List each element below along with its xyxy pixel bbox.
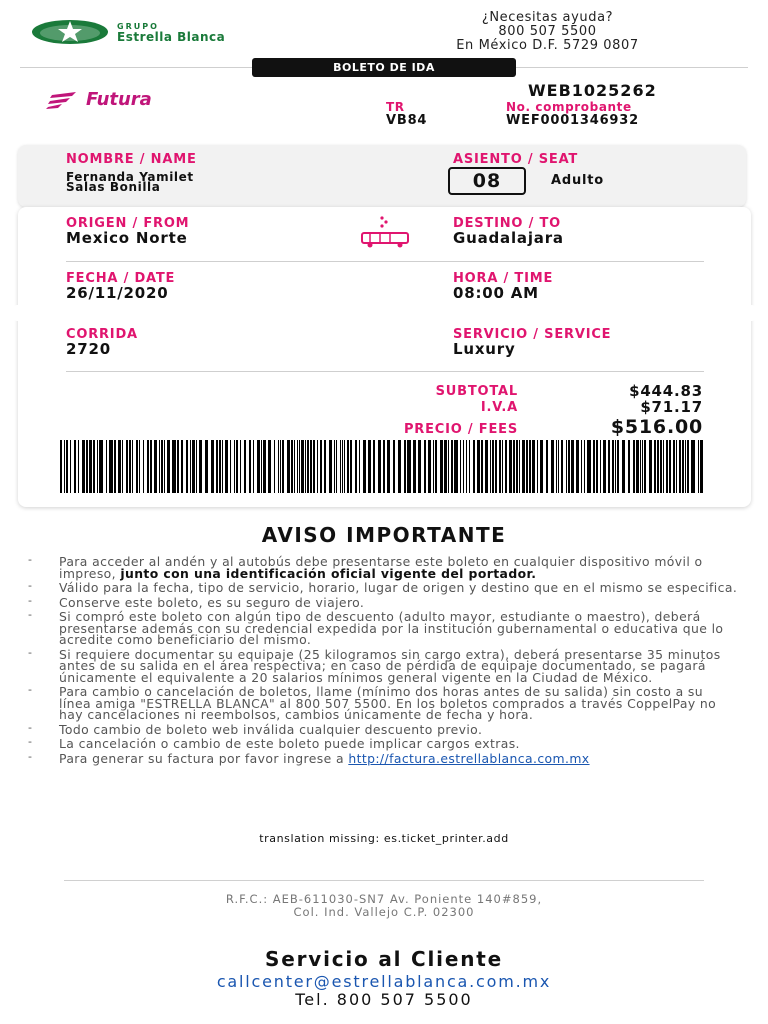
barcode-bar xyxy=(359,440,360,493)
barcode-bar xyxy=(143,440,144,493)
barcode-bar xyxy=(126,440,128,493)
barcode-bar xyxy=(700,440,703,493)
barcode-bar xyxy=(268,440,271,493)
help-phone: 800 507 5500 xyxy=(498,24,597,39)
web-code: WEB1025262 xyxy=(528,81,657,100)
passenger-type: Adulto xyxy=(551,173,605,188)
barcode-bar xyxy=(505,440,507,493)
barcode-bar xyxy=(147,440,149,493)
barcode-bar xyxy=(451,440,453,493)
translation-missing-text: translation missing: es.ticket_printer.add xyxy=(259,832,509,845)
barcode-bar xyxy=(485,440,488,493)
barcode-bar xyxy=(529,440,531,493)
time-label: HORA / TIME xyxy=(453,271,554,286)
barcode-bar xyxy=(387,440,390,493)
barcode-bar xyxy=(509,440,512,493)
barcode-bar xyxy=(324,440,326,493)
barcode-bar xyxy=(600,440,601,493)
barcode-bar xyxy=(82,440,85,493)
barcode-bar xyxy=(205,440,208,493)
name-label: NOMBRE / NAME xyxy=(66,152,197,167)
barcode-bar xyxy=(225,440,228,493)
barcode-bar xyxy=(676,440,677,493)
futura-wings-icon xyxy=(46,90,78,110)
barcode-bar xyxy=(633,440,635,493)
barcode-bar xyxy=(642,440,643,493)
barcode-bar xyxy=(418,440,421,493)
barcode-bar xyxy=(666,440,668,493)
barcode-bar xyxy=(463,440,464,493)
barcode-bar xyxy=(383,440,385,493)
barcode-bar xyxy=(340,440,341,493)
barcode-bar xyxy=(219,440,221,493)
notice-item-text: Todo cambio de boleto web inválida cualquier descuento previo. xyxy=(59,721,483,737)
barcode-bar xyxy=(236,440,238,493)
notice-title: AVISO IMPORTANTE xyxy=(261,523,507,547)
origin-label: ORIGEN / FROM xyxy=(66,216,190,231)
barcode-bar xyxy=(78,440,79,493)
barcode-bar xyxy=(291,440,293,493)
barcode-bar xyxy=(513,440,515,493)
notice-item xyxy=(28,553,738,581)
barcode-bar xyxy=(584,440,585,493)
customer-service-title: Servicio al Cliente xyxy=(265,947,503,971)
barcode-bar xyxy=(587,440,591,493)
barcode-bar xyxy=(466,440,467,493)
destination-value: Guadalajara xyxy=(453,229,564,247)
notice-item-text: Si compró este boleto con algún tipo de descuento (adulto mayor, estudiante o maestro), deberá presentarse además con su credencial expedida por la institución gubernamental o educativa que lo acredite como beneficiario del mismo. xyxy=(59,609,724,647)
barcode-bar xyxy=(196,440,197,493)
customer-service-email[interactable]: callcenter@estrellablanca.com.mx xyxy=(216,972,552,991)
barcode-bar xyxy=(622,440,625,493)
logo-name-text: Estrella Blanca xyxy=(117,30,226,44)
barcode-bar xyxy=(313,440,315,493)
barcode-bar xyxy=(274,440,275,493)
trip-divider xyxy=(66,261,704,262)
barcode-bar xyxy=(669,440,671,493)
barcode-bar xyxy=(307,440,309,493)
barcode-bar xyxy=(473,440,475,493)
barcode-bar xyxy=(347,440,349,493)
barcode-bar xyxy=(608,440,610,493)
barcode-bar xyxy=(649,440,652,493)
iva-value: $71.17 xyxy=(640,398,703,416)
totals-divider xyxy=(66,371,704,372)
notice-item xyxy=(28,608,738,647)
bullet-icon: - xyxy=(28,720,33,734)
bullet-icon: - xyxy=(28,683,33,696)
barcode-bar xyxy=(186,440,188,493)
barcode-bar xyxy=(150,440,152,493)
barcode-bar xyxy=(334,440,335,493)
barcode-bar xyxy=(89,440,92,493)
barcode-bar xyxy=(460,440,461,493)
barcode-bar xyxy=(561,440,563,493)
barcode-bar xyxy=(551,440,554,493)
barcode-bar xyxy=(106,440,107,493)
barcode-bar xyxy=(164,440,165,493)
barcode-bar xyxy=(537,440,538,493)
barcode-bar xyxy=(448,440,449,493)
invoice-link[interactable]: http://factura.estrellablanca.com.mx xyxy=(348,750,590,766)
barcode-bar xyxy=(499,440,501,493)
notice-item-text: Para acceder al andén y al autobús debe presentarse este boleto en cualquier dispositivo móvil o impreso, xyxy=(59,554,703,581)
logo-small-text: GRUPO xyxy=(117,22,159,31)
barcode-bar xyxy=(393,440,395,493)
barcode-bar xyxy=(305,440,306,493)
subtotal-value: $444.83 xyxy=(629,382,703,400)
barcode-bar xyxy=(612,440,614,493)
barcode-bar xyxy=(556,440,557,493)
rfc-line-2: Col. Ind. Vallejo C.P. 02300 xyxy=(293,905,475,919)
ticket-notch-right xyxy=(743,305,759,321)
subtotal-label: SUBTOTAL xyxy=(435,384,518,399)
iva-label: I.V.A xyxy=(480,400,518,415)
bullet-icon: - xyxy=(28,553,33,566)
comprobante-label: No. comprobante xyxy=(506,100,632,114)
barcode-bar xyxy=(86,440,88,493)
barcode-bar xyxy=(568,440,570,493)
barcode-bar xyxy=(114,440,116,493)
price-label: PRECIO / FEES xyxy=(403,422,518,437)
barcode-bar xyxy=(526,440,528,493)
notice-item-text: Para cambio o cancelación de boletos, llame (mínimo dos horas antes de su salida) sin costo a su línea amiga "ESTRELLA BLANCA" al 800 507 5500. En los boletos comprados a través CoppelPay no hay cancelaciones ni reembolsos, cambios únicamente de fecha y hora. xyxy=(59,684,717,722)
barcode-bar xyxy=(70,440,71,493)
barcode-bar xyxy=(615,440,616,493)
seat-label: ASIENTO / SEAT xyxy=(453,152,579,167)
notice-item xyxy=(28,683,738,722)
barcode-bar xyxy=(310,440,312,493)
barcode-bar xyxy=(64,440,65,493)
notice-item-emphasis: junto con una identificación oficial vigente del portador. xyxy=(120,565,537,581)
barcode-bar xyxy=(617,440,619,493)
service-label: SERVICIO / SERVICE xyxy=(453,327,612,342)
origin-value: Mexico Norte xyxy=(66,229,188,247)
barcode-bar xyxy=(211,440,214,493)
bullet-icon: - xyxy=(28,735,33,748)
barcode-bar xyxy=(558,440,559,493)
price-value: $516.00 xyxy=(610,416,703,438)
barcode-bar xyxy=(546,440,548,493)
barcode-bar xyxy=(628,440,630,493)
barcode-bar xyxy=(287,440,290,493)
barcode-bar xyxy=(596,440,598,493)
barcode-bar xyxy=(355,440,357,493)
barcode-bar xyxy=(413,440,416,493)
barcode-bar xyxy=(132,440,133,493)
barcode-bar xyxy=(336,440,337,493)
ticket-notch-left xyxy=(10,305,26,321)
barcode-bar xyxy=(492,440,494,493)
tr-value: VB84 xyxy=(386,113,428,128)
barcode-bar xyxy=(428,440,431,493)
barcode-bar xyxy=(282,440,284,493)
barcode-bar xyxy=(603,440,606,493)
barcode-bar xyxy=(190,440,191,493)
barcode-bar xyxy=(469,440,470,493)
barcode-bar xyxy=(522,440,525,493)
notice-list xyxy=(28,553,738,767)
ticket-type-badge: BOLETO DE IDA xyxy=(252,58,516,77)
barcode-bar xyxy=(154,440,157,493)
barcode-bar xyxy=(660,440,662,493)
barcode-bar xyxy=(278,440,279,493)
notice-item-text: Conserve este boleto, es su seguro de viajero. xyxy=(59,594,365,610)
barcode-bar xyxy=(687,440,689,493)
barcode-bar xyxy=(139,440,140,493)
barcode-bar xyxy=(66,440,68,493)
barcode-bar xyxy=(519,440,520,493)
corrida-label: CORRIDA xyxy=(66,327,138,342)
barcode-bar xyxy=(317,440,318,493)
barcode-bar xyxy=(477,440,480,493)
help-title: ¿Necesitas ayuda? xyxy=(481,10,614,25)
rfc-line-1: R.F.C.: AEB-611030-SN7 Av. Poniente 140#859, xyxy=(225,892,543,906)
barcode-bar xyxy=(532,440,535,493)
barcode-bar xyxy=(99,440,103,493)
corrida-value: 2720 xyxy=(66,340,111,358)
barcode-bar xyxy=(199,440,202,493)
barcode-bar xyxy=(682,440,684,493)
barcode-bar xyxy=(74,440,76,493)
notice-item xyxy=(28,720,738,737)
barcode-bar xyxy=(159,440,160,493)
barcode-bar xyxy=(398,440,401,493)
barcode-bar xyxy=(192,440,195,493)
barcode-bar xyxy=(297,440,298,493)
barcode-bar xyxy=(342,440,343,493)
barcode-bar xyxy=(644,440,646,493)
notice-item xyxy=(28,749,738,766)
futura-brand-name: Futura xyxy=(86,89,152,110)
barcode-bar xyxy=(93,440,95,493)
barcode-bar xyxy=(378,440,381,493)
barcode-bar xyxy=(181,440,183,493)
customer-service-phone: Tel. 800 507 5500 xyxy=(295,990,473,1009)
barcode-bar xyxy=(581,440,582,493)
barcode-bar xyxy=(440,440,443,493)
barcode-bar xyxy=(673,440,675,493)
barcode-bar xyxy=(373,440,375,493)
barcode-bar xyxy=(495,440,497,493)
notice-item-text: Si requiere documentar su equipaje (25 kilogramos sin cargo extra), deberá presentarse 35 minutos antes de su salida en el área respectiva; en caso de pérdida de equipaje documentado, se pagará únicamente el equivalente a 20 salarios mínimos general vigente en la Ciudad de México. xyxy=(59,646,721,685)
barcode-bar xyxy=(344,440,345,493)
barcode-bar xyxy=(249,440,251,493)
time-value: 08:00 AM xyxy=(453,284,539,302)
date-value: 26/11/2020 xyxy=(66,284,169,302)
barcode-bar xyxy=(566,440,567,493)
barcode-bar xyxy=(593,440,595,493)
barcode-bar xyxy=(122,440,123,493)
notice-item xyxy=(28,645,738,685)
barcode-bar xyxy=(320,440,322,493)
barcode-bar xyxy=(435,440,437,493)
barcode-bar xyxy=(222,440,223,493)
barcode-bar xyxy=(294,440,295,493)
barcode-bar xyxy=(172,440,176,493)
barcode-bar xyxy=(691,440,695,493)
barcode-bar xyxy=(576,440,579,493)
barcode-bar xyxy=(685,440,686,493)
barcode-bar xyxy=(257,440,260,493)
estrella-blanca-logo xyxy=(30,18,290,48)
barcode-bar xyxy=(636,440,639,493)
barcode-bar xyxy=(481,440,483,493)
comprobante-value: WEF0001346932 xyxy=(506,113,639,128)
barcode-bar xyxy=(654,440,656,493)
footer-divider xyxy=(64,880,704,881)
barcode-bar xyxy=(177,440,179,493)
barcode-bar xyxy=(363,440,366,493)
barcode-bar xyxy=(404,440,406,493)
barcode-bar xyxy=(60,440,62,493)
barcode-bar xyxy=(329,440,332,493)
bullet-icon: - xyxy=(28,579,33,592)
barcode-bar xyxy=(167,440,170,493)
barcode-bar xyxy=(129,440,131,493)
barcode-bar xyxy=(433,440,434,493)
notice-item-text: Para generar su factura por favor ingrese a xyxy=(59,750,349,766)
star-logo-icon xyxy=(30,18,110,46)
barcode-bar xyxy=(516,440,518,493)
barcode-bar xyxy=(299,440,300,493)
destination-label: DESTINO / TO xyxy=(453,216,561,231)
barcode-bar xyxy=(640,440,641,493)
passenger-first-name: Fernanda Yamilet xyxy=(66,170,194,184)
barcode-bar xyxy=(253,440,254,493)
passenger-last-name: Salas Bonilla xyxy=(66,180,161,194)
ticket-barcode xyxy=(60,440,708,493)
barcode-bar xyxy=(663,440,664,493)
notice-item xyxy=(28,593,738,610)
barcode-bar xyxy=(263,440,266,493)
barcode-bar xyxy=(109,440,113,493)
bullet-icon: - xyxy=(28,593,33,607)
barcode-bar xyxy=(350,440,352,493)
barcode-bar xyxy=(240,440,241,493)
notice-item-text: Válido para la fecha, tipo de servicio, horario, lugar de origen y destino que en el mismo se especifica. xyxy=(59,580,738,595)
barcode-bar xyxy=(97,440,98,493)
notice-item xyxy=(28,735,738,751)
barcode-bar xyxy=(454,440,458,493)
barcode-bar xyxy=(502,440,503,493)
bullet-icon: - xyxy=(28,608,33,621)
date-label: FECHA / DATE xyxy=(66,271,176,286)
barcode-bar xyxy=(698,440,699,493)
barcode-bar xyxy=(444,440,447,493)
barcode-bar xyxy=(490,440,491,493)
barcode-bar xyxy=(244,440,246,493)
barcode-bar xyxy=(424,440,426,493)
barcode-bar xyxy=(679,440,681,493)
barcode-bar xyxy=(136,440,138,493)
tr-label: TR xyxy=(386,100,405,114)
barcode-bar xyxy=(571,440,574,493)
bullet-icon: - xyxy=(28,749,33,763)
barcode-bar xyxy=(407,440,411,493)
barcode-bar xyxy=(230,440,231,493)
help-df-phone: En México D.F. 5729 0807 xyxy=(456,38,639,53)
barcode-bar xyxy=(301,440,304,493)
notice-item xyxy=(28,579,738,595)
barcode-bar xyxy=(118,440,121,493)
notice-item-text: La cancelación o cambio de este boleto puede implicar cargos extras. xyxy=(59,736,520,751)
barcode-bar xyxy=(261,440,262,493)
barcode-bar xyxy=(161,440,163,493)
barcode-bar xyxy=(234,440,235,493)
barcode-bar xyxy=(280,440,281,493)
seat-number: 08 xyxy=(448,167,526,195)
service-value: Luxury xyxy=(453,340,516,358)
bullet-icon: - xyxy=(28,645,33,659)
bus-route-icon xyxy=(360,215,410,249)
barcode-bar xyxy=(216,440,218,493)
barcode-bar xyxy=(540,440,543,493)
barcode-bar xyxy=(368,440,371,493)
barcode-bar xyxy=(657,440,659,493)
